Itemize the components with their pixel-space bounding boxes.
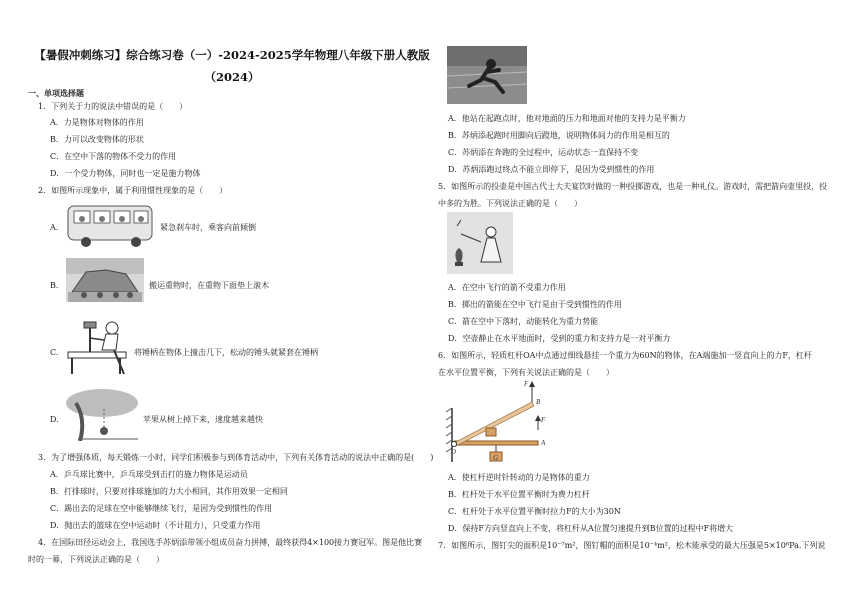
q2-option-c-text: 将锤柄在物体上撞击几下，松动的锤头就紧套在锤柄 [134, 348, 318, 357]
q1-option-a: A．力是物体对物体的作用 [50, 118, 144, 127]
pitch-pot-image [447, 212, 513, 274]
stone-rollers-image [66, 258, 144, 302]
q5-option-c: C．箭在空中下落时，动能转化为重力势能 [448, 317, 599, 326]
q6-stem-line-1: 6．如图所示，轻质杠杆OA中点通过细线悬挂一个重力为60N的物体，在A端施加一竖直向上的力F，杠杆 [438, 351, 812, 360]
lever-label-a: A [541, 439, 546, 447]
q4-stem-line-2: 时的一幕，下列说法正确的是（ ） [28, 555, 164, 564]
q5-option-d: D．空壶静止在水平地面时，受到的重力和支持力是一对平衡力 [448, 334, 671, 343]
q1-option-d: D．一个受力物体，同时也一定是施力物体 [50, 169, 201, 178]
q5-stem-line-2: 中多的为胜。下列说法正确的是（ ） [438, 199, 582, 208]
q4-option-a: A．他站在起跑点时，他对地面的压力和地面对他的支持力是平衡力 [448, 114, 686, 123]
q2-option-d-text: 苹果从树上掉下来，速度越来越快 [143, 415, 263, 424]
q6-option-d: D．保持F方向竖直向上不变，将杠杆从A位置匀速提升到B位置的过程中F将增大 [448, 524, 734, 533]
q5-stem-line-1: 5．如图所示的投壶是中国古代士大夫宴饮时做的一种投掷游戏，也是一种礼仪。游戏时，需把箭向壶里投，投 [438, 182, 828, 191]
q3-stem: 3．为了增强体质，每天锻炼一小时，同学们积极参与到体育活动中，下列有关体育活动的说法中正确的是( ) [38, 453, 434, 462]
q6-option-b: B．杠杆处于水平位置平衡时为费力杠杆 [448, 490, 590, 499]
q5-option-b: B．掷出的箭能在空中飞行是由于受到惯性的作用 [448, 300, 622, 309]
q7-stem: 7．如图所示，图钉尖的面积是10⁻⁷m²，图钉帽的面积是10⁻⁴m²，松木能承受的最大压强是5×10⁶Pa.下列说 [438, 541, 826, 550]
title-line-2: （2024） [204, 70, 260, 84]
q6-option-c: C．杠杆处于水平位置平衡时拉力F的大小为30N [448, 507, 621, 516]
q6-stem-line-2: 在水平位置平衡，下列有关说法正确的是（ ） [438, 368, 614, 377]
paper-title [28, 44, 436, 88]
q6-option-a: A．使杠杆逆时针转动的力是物体的重力 [448, 473, 590, 482]
q5-option-a: A．在空中飞行的箭不受重力作用 [448, 283, 566, 292]
q2-option-b-text: 搬运重物时，在重物下面垫上滚木 [149, 281, 269, 290]
q1-option-b: B．力可以改变物体的形状 [50, 135, 144, 144]
q3-option-a: A．乒乓球比赛中，乒乓球受到击打的施力物体是运动员 [50, 470, 248, 479]
sprinter-photo [447, 46, 527, 104]
q2-option-a-letter: A. [50, 223, 59, 232]
q4-option-d: D．苏炳添跑过终点不能立即停下，是因为受到惯性的作用 [448, 165, 655, 174]
q4-option-b: B．苏炳添起跑时用脚向后蹬地，说明物体间力的作用是相互的 [448, 131, 670, 140]
q2-option-d-letter: D. [50, 415, 59, 424]
section-heading: 一、单项选择题 [28, 88, 84, 98]
q2-option-c-letter: C. [50, 348, 59, 357]
title-line-1: 【暑假冲刺练习】综合练习卷（一）-2024-2025学年物理八年级下册人教版 [34, 48, 430, 62]
q1-stem: 1．下列关于力的说法中错误的是（ ） [38, 102, 188, 111]
q1-option-c: C．在空中下落的物体不受力的作用 [50, 152, 177, 161]
lever-label-g: G [493, 454, 499, 462]
lever-diagram [440, 378, 550, 464]
q3-option-d: D．抛出去的篮球在空中运动时（不计阻力），只受重力作用 [50, 521, 261, 530]
lever-label-b: B [536, 398, 541, 406]
q2-option-b-letter: B. [50, 281, 59, 290]
bus-passengers-image [66, 202, 156, 248]
q4-stem-line-1: 4．在国际田径运动会上，我国选手苏炳添带领小组成员奋力拼搏，最终获得4×100接力赛冠军。图是他比赛 [38, 538, 423, 547]
q2-option-a-text: 紧急刹车时，乘客向前倾倒 [160, 223, 256, 232]
q2-stem: 2．如图所示现象中，属于利用惯性现象的是（ ） [38, 186, 228, 195]
apple-tree-image [66, 389, 138, 441]
q3-option-c: C．踢出去的足球在空中能够继续飞行，是因为受到惯性的作用 [50, 504, 273, 513]
lever-label-o: O [451, 448, 457, 456]
hammer-man-image [66, 316, 132, 378]
q3-option-b: B．打排球时，只要对排球施加的力大小相同，其作用效果一定相同 [50, 487, 288, 496]
lever-label-f-top: F [524, 380, 529, 388]
q4-option-c: C．苏炳添在奔跑的全过程中，运动状态一直保持不变 [448, 148, 639, 157]
lever-label-f: F [541, 416, 546, 424]
